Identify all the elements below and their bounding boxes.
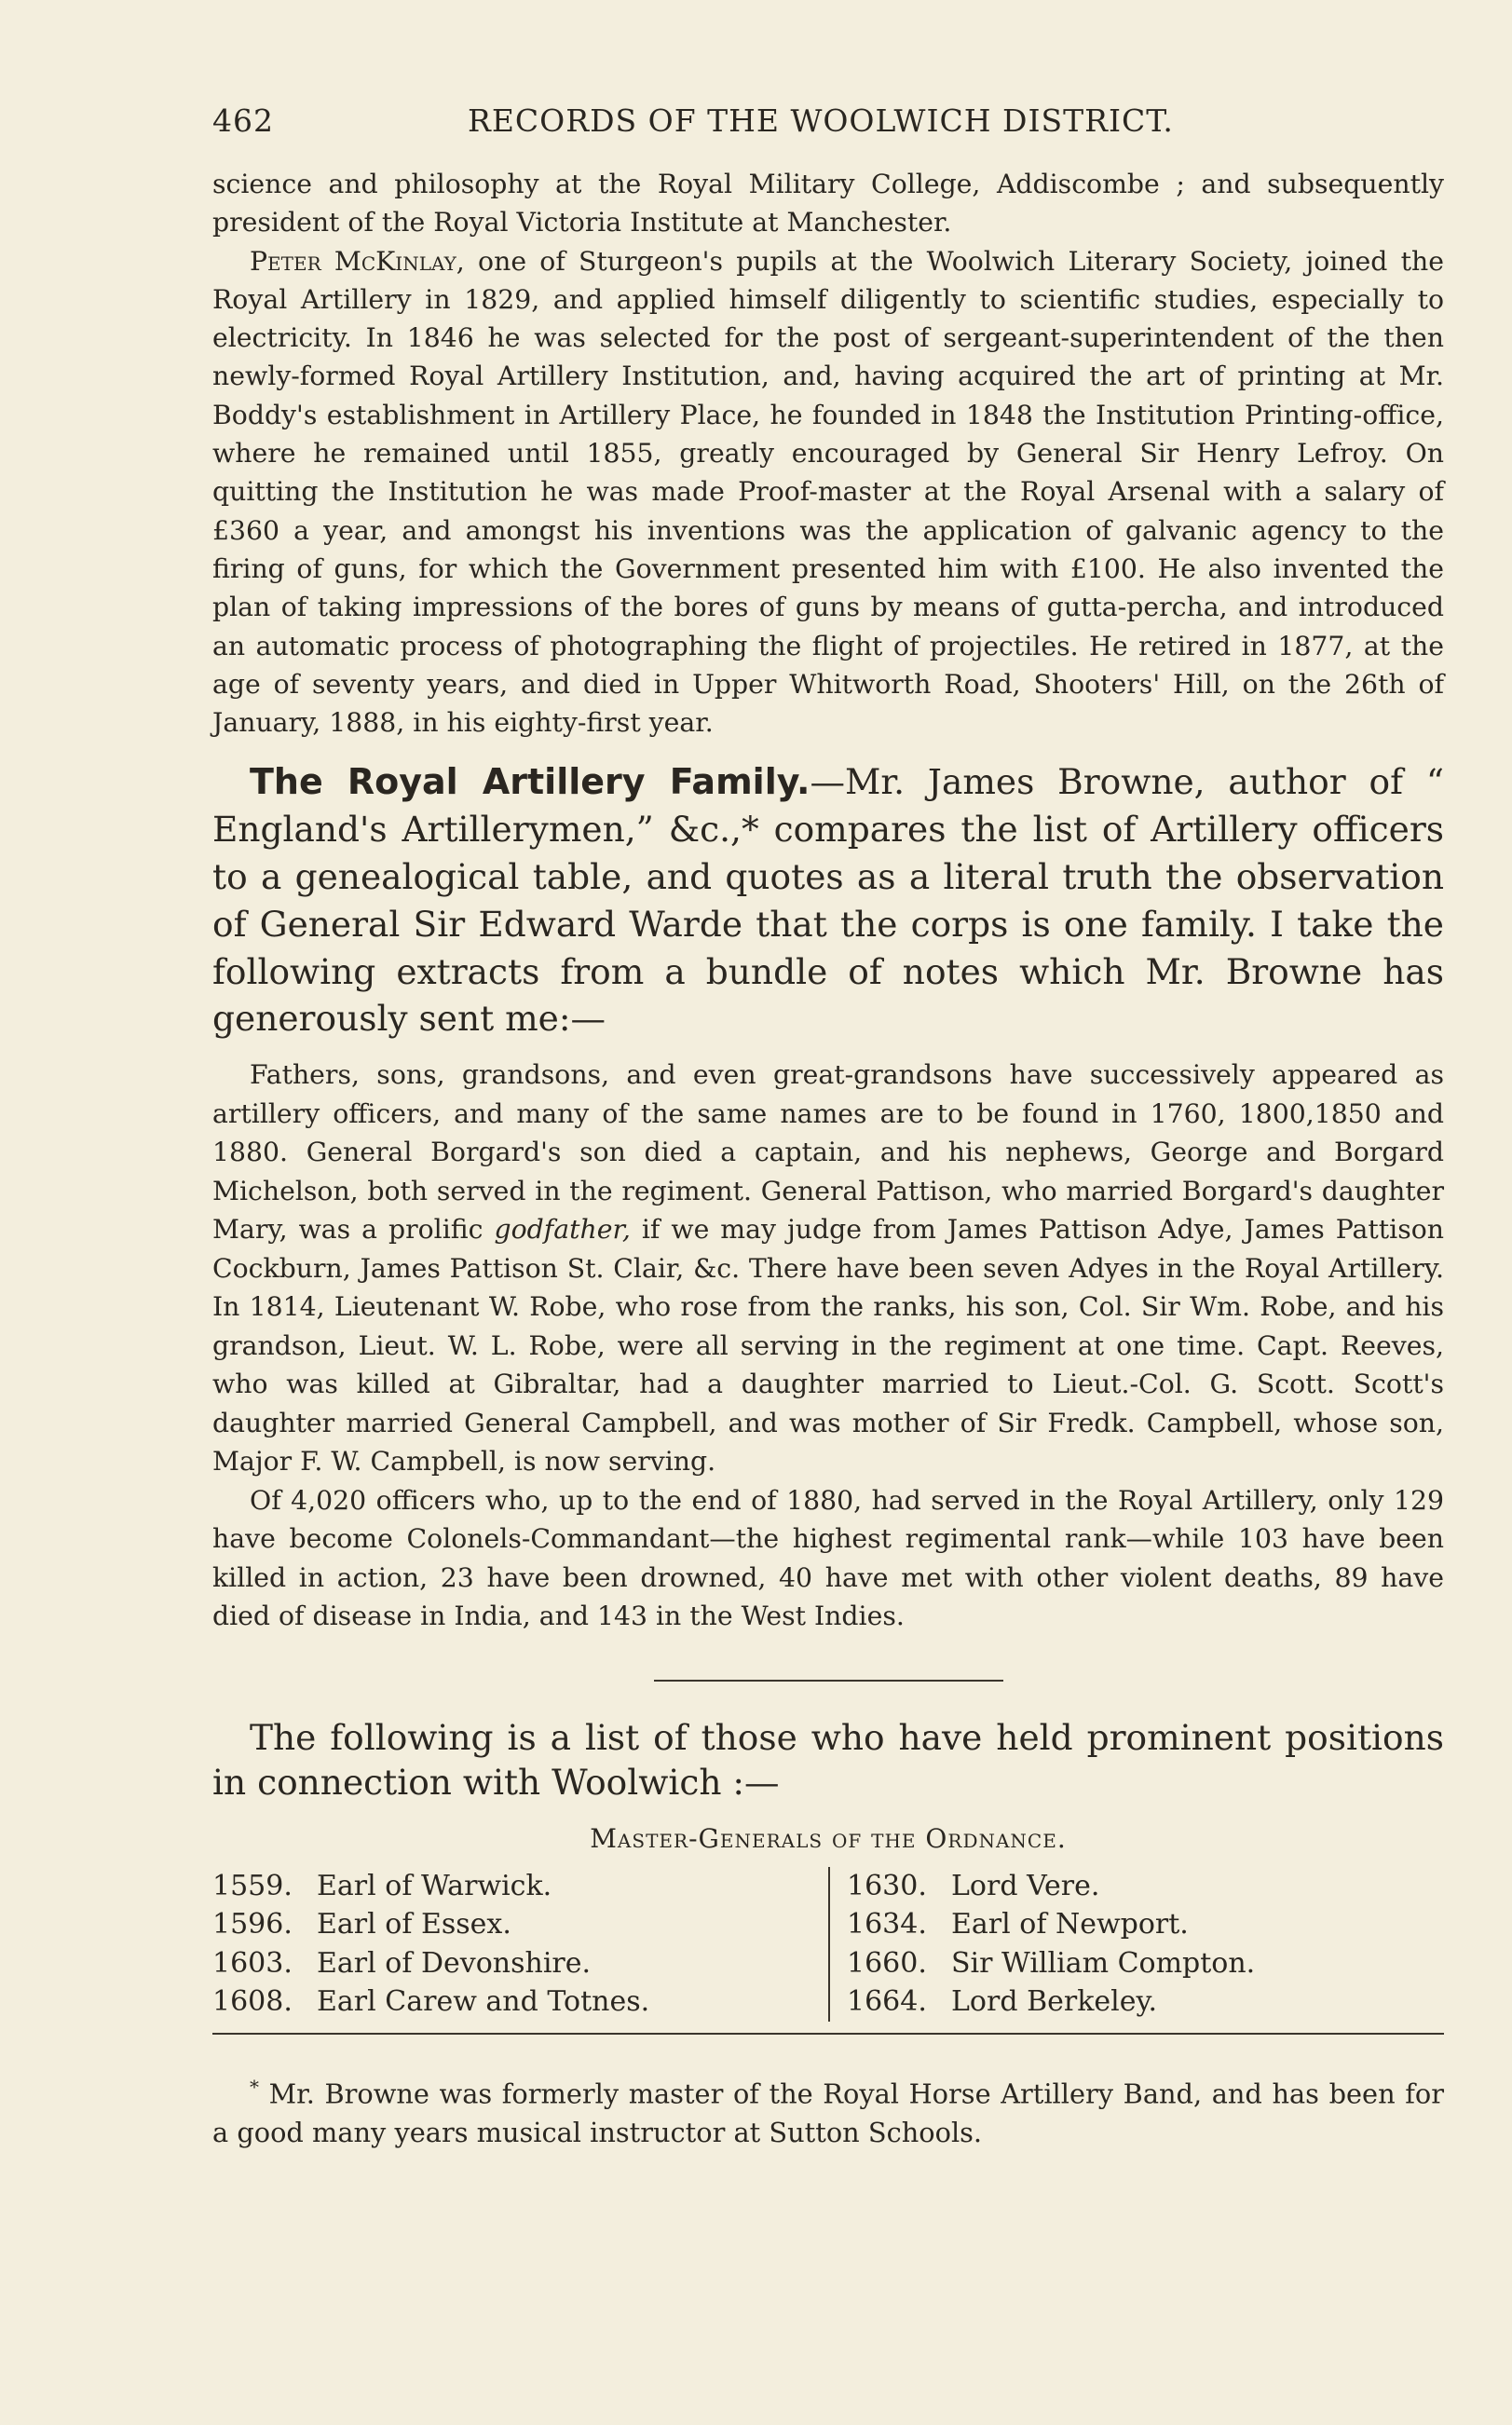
- table-row: [847, 1905, 1444, 1944]
- quote-text-b: if we may judge from James Pattison Adye, James Pattison Cockburn, James Pattison St. Clair, &c. There have been seven Adyes in the Royal Artillery. In 1814, Lieutenant W. Robe, who rose from the ranks, his son, Col. Sir Wm. Robe, and his grandson, Lieut. W. L. Robe, were all serving in the regiment at one time. Capt. Reeves, who was killed at Gibraltar, had a daughter married to Lieut.-Col. G. Scott. Scott's daughter married General Campbell, and was mother of Sir Fredk. Campbell, whose son, Major F. W. Campbell, is now serving.: [212, 1214, 1445, 1478]
- paragraph-addiscombe: science and philosophy at the Royal Military College, Addiscombe ; and subsequently president of the Royal Victoria Institute at Manchester.: [212, 169, 1444, 238]
- list-introduction: The following is a list of those who have held prominent positions in connection with Woolwich :—: [212, 1716, 1444, 1803]
- table-row: [847, 1867, 1444, 1906]
- master-generals-table: [212, 1867, 1444, 2022]
- table-row: [847, 1982, 1444, 2022]
- year-cell: 1608.: [212, 1985, 293, 2019]
- year-cell: 1664.: [847, 1985, 927, 2019]
- footnote-reference: *: [741, 809, 759, 851]
- paragraph-mckinlay-text: one of Sturgeon's pupils at the Woolwich Literary Society, joined the Royal Artillery in 1829, and applied himself diligently to scientific studies, especially to electricity. In 1846 he was selected for the post of sergeant-superintendent of the then newly-formed Royal Artillery Institution, and, having acquired the art of printing at Mr. Boddy's establishment in Artillery Place, he founded in 1848 the Institution Printing-office, where he remained until 1855, greatly encouraged by General Sir Henry Lefroy. On quitting the Institution he was made Proof-master at the Royal Arsenal with a salary of £360 a year, and amongst his inventions was the application of galvanic agency to the firing of guns, for which the Government presented him with £100. He also invented the plan of taking impressions of the bores of guns by means of gutta-percha, and introduced an automatic process of photographing the flight of projectiles. He retired in 1877, at the age of seventy years, and died in Upper Whitworth Road, Shooters' Hill, on the 26th of January, 1888, in his eighty-first year.: [212, 245, 1444, 739]
- table-row: [847, 1944, 1444, 1983]
- section-text-b: compares the list of Artillery officers to a genealogical table, and quotes as a literal truth the observation of General Sir Edward Warde that the corps is one family. I take the following extracts from a bundle of notes which Mr. Browne has generously sent me:—: [212, 809, 1444, 1040]
- table-title-master-generals: Master-Generals of the Ordnance.: [590, 1822, 1067, 1854]
- name-cell: Sir William Compton.: [951, 1946, 1256, 1980]
- name-cell: Earl Carew and Totnes.: [317, 1985, 650, 2019]
- master-generals-right-column: [828, 1867, 1444, 2022]
- name-cell: Earl of Essex.: [317, 1908, 511, 1941]
- table-row: [212, 1944, 810, 1983]
- paragraph-mckinlay: [212, 242, 1444, 742]
- running-header: [212, 102, 1444, 139]
- person-name-mckinlay: Peter McKinlay,: [250, 245, 465, 277]
- table-row: [212, 1867, 810, 1906]
- name-cell: Earl of Newport.: [951, 1908, 1189, 1941]
- name-cell: Earl of Devonshire.: [317, 1946, 592, 1980]
- table-row: [212, 1905, 810, 1944]
- year-cell: 1603.: [212, 1946, 293, 1980]
- year-cell: 1596.: [212, 1908, 293, 1941]
- footnote: [212, 2068, 1444, 2153]
- running-title: RECORDS OF THE WOOLWICH DISTRICT.: [468, 102, 1174, 139]
- footnote-mark: *: [250, 2075, 259, 2098]
- section-heading: The Royal Artillery Family.: [250, 761, 810, 803]
- section-divider: [654, 1680, 1003, 1682]
- name-cell: Earl of Warwick.: [317, 1869, 552, 1902]
- footnote-text: Mr. Browne was formerly master of the Royal Horse Artillery Band, and has been for a good many years musical instructor at Sutton Schools.: [212, 2078, 1444, 2148]
- table-row: [212, 1982, 810, 2022]
- quote-officers-statistics: Of 4,020 officers who, up to the end of 1880, had served in the Royal Artillery, only 129 have become Colonels-Commandant—the highest regimental rank—while 103 have been killed in action, 23 have been drowned, 40 have met with other violent deaths, 89 have died of disease in India, and 143 in the West Indies.: [212, 1484, 1444, 1632]
- quote-text-a: Fathers, sons, grandsons, and even great-grandsons have successively appeared as artillery officers, and many of the same names are to be found in 1760, 1800,1850 and 1880. General Borgard's son died a captain, and his nephews, George and Borgard Michelson, both served in the regiment. General Pattison, who married Borgard's daughter Mary, was a prolific: [212, 1059, 1444, 1246]
- quote-italic-godfather: godfather,: [494, 1214, 631, 1246]
- name-cell: Lord Berkeley.: [951, 1985, 1157, 2019]
- name-cell: Lord Vere.: [951, 1869, 1100, 1902]
- year-cell: 1559.: [212, 1869, 293, 1902]
- table-bottom-rule: [212, 2033, 1444, 2035]
- section-text-a: —Mr. James Browne, author of “ England's Artillerymen,” &c.,: [212, 761, 1444, 851]
- year-cell: 1630.: [847, 1869, 927, 1902]
- quote-fathers-sons: [212, 1056, 1444, 1481]
- year-cell: 1660.: [847, 1946, 927, 1980]
- year-cell: 1634.: [847, 1908, 927, 1941]
- master-generals-left-column: [212, 1867, 828, 2022]
- section-royal-artillery-family: [212, 758, 1444, 1042]
- book-page: [212, 102, 1444, 2152]
- page-number: 462: [212, 102, 274, 139]
